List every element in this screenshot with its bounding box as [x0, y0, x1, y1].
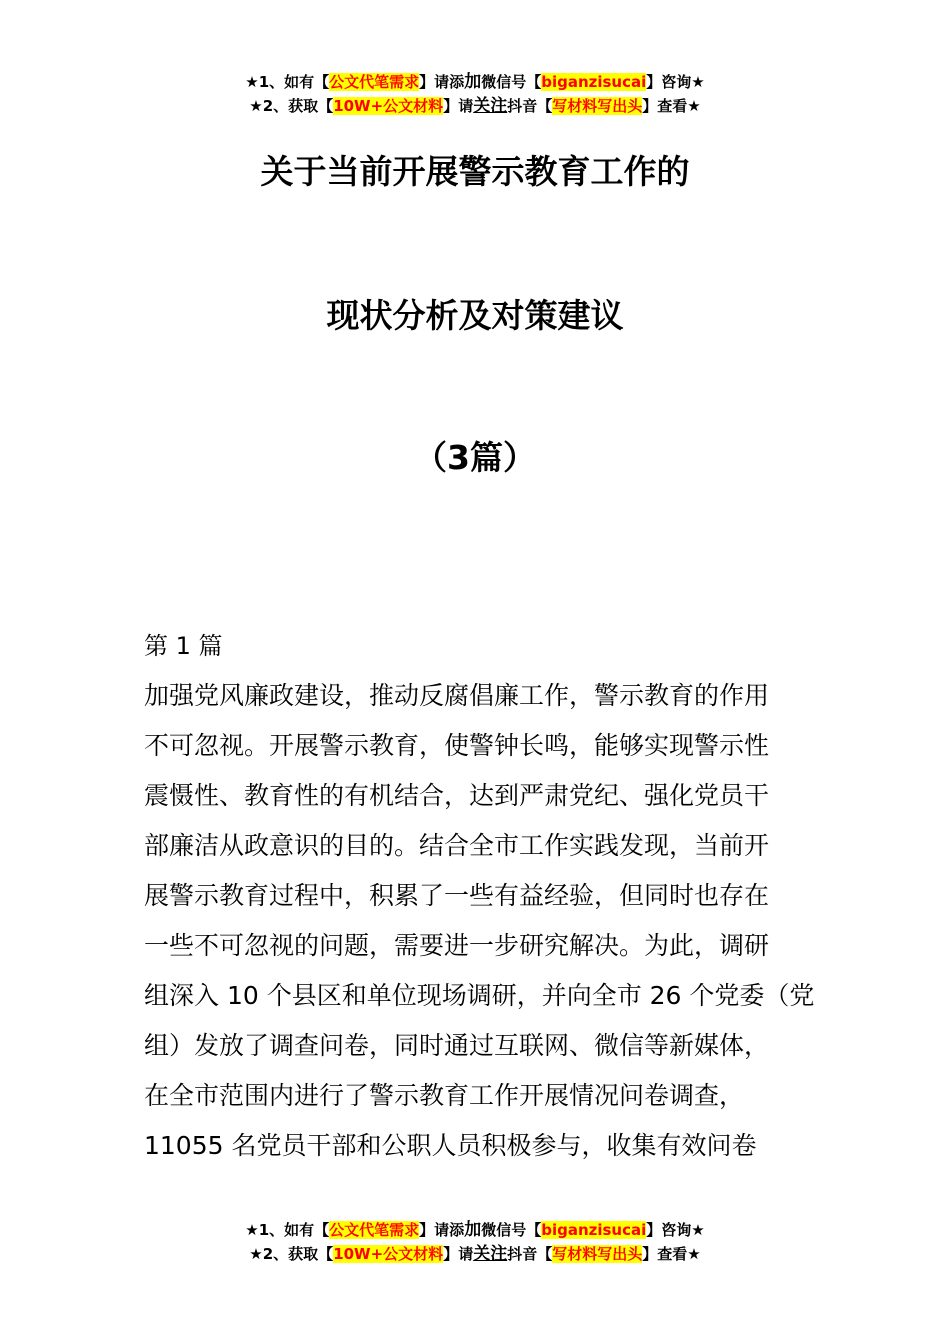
- body-line: 震慑性、教育性的有机结合，达到严肃党纪、强化党员干: [144, 781, 770, 810]
- banner-emphasis: 关注: [473, 1244, 508, 1264]
- banner-text: 】请添: [419, 73, 465, 91]
- highlight-douyin-id: 写材料写出头: [552, 97, 643, 115]
- body-line: 组）发放了调查问卷，同时通过互联网、微信等新媒体，: [144, 1031, 770, 1060]
- highlight-douyin-id: 写材料写出头: [552, 1245, 643, 1263]
- banner-text: 】请: [443, 97, 474, 115]
- banner-text: ★1、如有【: [245, 1221, 330, 1239]
- banner-text: 】咨询★: [646, 73, 705, 91]
- body-line: 11055 名党员干部和公职人员积极参与，收集有效问卷: [144, 1131, 757, 1160]
- body-line: 部廉洁从政意识的目的。结合全市工作实践发现，当前开: [144, 831, 770, 860]
- document-title-line-3: （3篇）: [414, 438, 536, 477]
- body-line: 一些不可忽视的问题，需要进一步研究解决。为此，调研: [144, 931, 770, 960]
- banner-text: ★2、获取【: [249, 1245, 334, 1263]
- banner-text: ★2、获取【: [249, 97, 334, 115]
- banner-text: 】请: [443, 1245, 474, 1263]
- banner-line-1: [0, 70, 950, 94]
- body-paragraph: [144, 676, 834, 1176]
- banner-text: 抖音【: [507, 97, 553, 115]
- banner-text: 微信号【: [481, 1221, 542, 1239]
- body-line: 加强党风廉政建设，推动反腐倡廉工作，警示教育的作用: [144, 681, 770, 710]
- highlight-wechat-id: biganzisucai: [541, 73, 647, 91]
- banner-text: 】查看★: [642, 1245, 701, 1263]
- body-line: 组深入 10 个县区和单位现场调研，并向全市 26 个党委（党: [144, 981, 815, 1010]
- header-banner: [0, 70, 950, 118]
- banner-emphasis: 加: [464, 72, 482, 92]
- banner-line-2: [0, 1242, 950, 1266]
- banner-text: 】查看★: [642, 97, 701, 115]
- banner-line-2: [0, 94, 950, 118]
- body-line: 不可忽视。开展警示教育，使警钟长鸣，能够实现警示性: [144, 731, 770, 760]
- banner-text: 抖音【: [507, 1245, 553, 1263]
- highlight-wechat-id: biganzisucai: [541, 1221, 647, 1239]
- banner-text: 】请添: [419, 1221, 465, 1239]
- banner-text: 微信号【: [481, 73, 542, 91]
- banner-line-1: [0, 1218, 950, 1242]
- banner-emphasis: 加: [464, 1220, 482, 1240]
- banner-text: 】咨询★: [646, 1221, 705, 1239]
- body-line: 展警示教育过程中，积累了一些有益经验，但同时也存在: [144, 881, 770, 910]
- banner-emphasis: 关注: [473, 96, 508, 116]
- banner-text: ★1、如有【: [245, 73, 330, 91]
- document-title-line-2: 现状分析及对策建议: [326, 296, 624, 335]
- document-title-line-1: 关于当前开展警示教育工作的: [260, 152, 690, 191]
- highlight-service: 公文代笔需求: [329, 73, 420, 91]
- highlight-service: 公文代笔需求: [329, 1221, 420, 1239]
- footer-banner: [0, 1218, 950, 1266]
- highlight-materials: 10W+公文材料: [333, 97, 444, 115]
- body-line: 在全市范围内进行了警示教育工作开展情况问卷调查，: [144, 1081, 745, 1110]
- highlight-materials: 10W+公文材料: [333, 1245, 444, 1263]
- section-label: 第 1 篇: [144, 632, 223, 660]
